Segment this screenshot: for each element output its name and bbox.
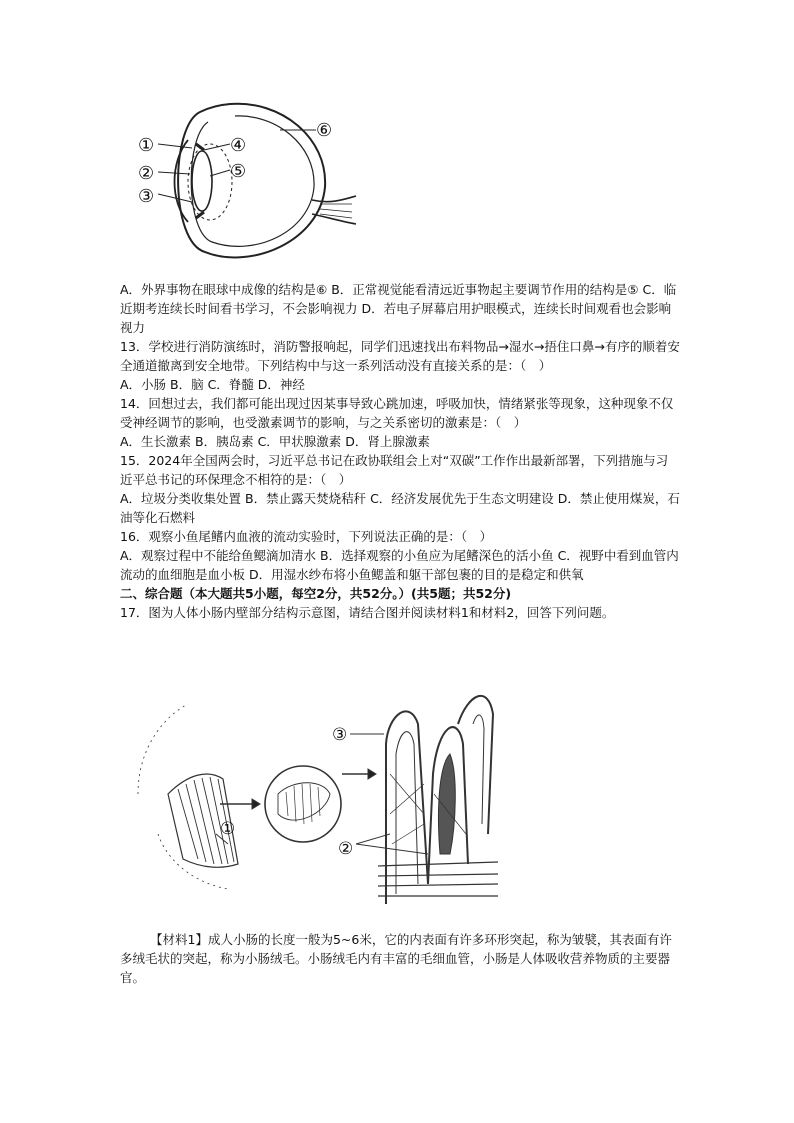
eye-label-4: ④ [230,135,247,156]
intestine-label-1: ① [220,819,236,839]
q15-options: A．垃圾分类收集处置 B．禁止露天焚烧秸秆 C．经济发展优先于生态文明建设 D．禁止使用煤炭，石油等化石燃料 [120,491,680,525]
small-intestine-diagram [128,684,498,912]
q12-options: A．外界事物在眼球中成像的结构是⑥ B．正常视觉能看清远近事物起主要调节作用的结构是⑤ C．临近期考连续长时间看书学习，不会影响视力 D．若电子屏幕启用护眼模式，连续长时间观看也会影响视力 [120,282,677,335]
eye-label-6: ⑥ [316,120,333,141]
eye-label-2: ② [138,163,155,184]
intestine-label-2: ② [338,839,354,859]
eyeball-diagram [130,92,360,267]
q15-stem: 15．2024年全国两会时，习近平总书记在政协联组会上对“双碳”工作作出最新部署，下列措施与习近平总书记的环保理念不相符的是：（ ） [120,453,669,487]
material-1-text: 【材料1】成人小肠的长度一般为5~6米，它的内表面有许多环形突起，称为皱襞，其表面有许多绒毛状的突起，称为小肠绒毛。小肠绒毛内有丰富的毛细血管，小肠是人体吸收营养物质的主要器官。 [120,932,672,985]
intestine-label-3: ③ [332,725,348,745]
q16-stem: 16．观察小鱼尾鳍内血液的流动实验时，下列说法正确的是：（ ） [120,529,493,544]
q13-stem: 13．学校进行消防演练时，消防警报响起，同学们迅速找出布料物品→湿水→捂住口鼻→有序的顺着安全通道撤离到安全地带。下列结构中与这一系列活动没有直接关系的是：（ ） [120,339,680,373]
q14-stem: 14．回想过去，我们都可能出现过因某事导致心跳加速，呼吸加快，情绪紧张等现象，这种现象不仅受神经调节的影响，也受激素调节的影响，与之关系密切的激素是：（ ） [120,396,674,430]
q17-stem: 17．图为人体小肠内壁部分结构示意图，请结合图并阅读材料1和材料2，回答下列问题。 [120,605,615,620]
section2-heading: 二、综合题（本大题共5小题，每空2分，共52分。）(共5题；共52分) [120,586,512,601]
eye-label-3: ③ [138,186,155,207]
eye-label-5: ⑤ [230,161,247,182]
q16-options: A．观察过程中不能给鱼鳃滴加清水 B．选择观察的小鱼应为尾鳍深色的活小鱼 C．视野中看到血管内流动的血细胞是血小板 D．用湿水纱布将小鱼鳃盖和躯干部包裹的目的是稳定和供氧 [120,548,679,582]
material-1 [120,930,680,987]
eye-label-1: ① [138,135,155,156]
questions-section [120,280,680,622]
q13-options: A．小肠 B．脑 C．脊髓 D．神经 [120,377,305,392]
q14-options: A．生长激素 B．胰岛素 C．甲状腺激素 D．肾上腺激素 [120,434,430,449]
